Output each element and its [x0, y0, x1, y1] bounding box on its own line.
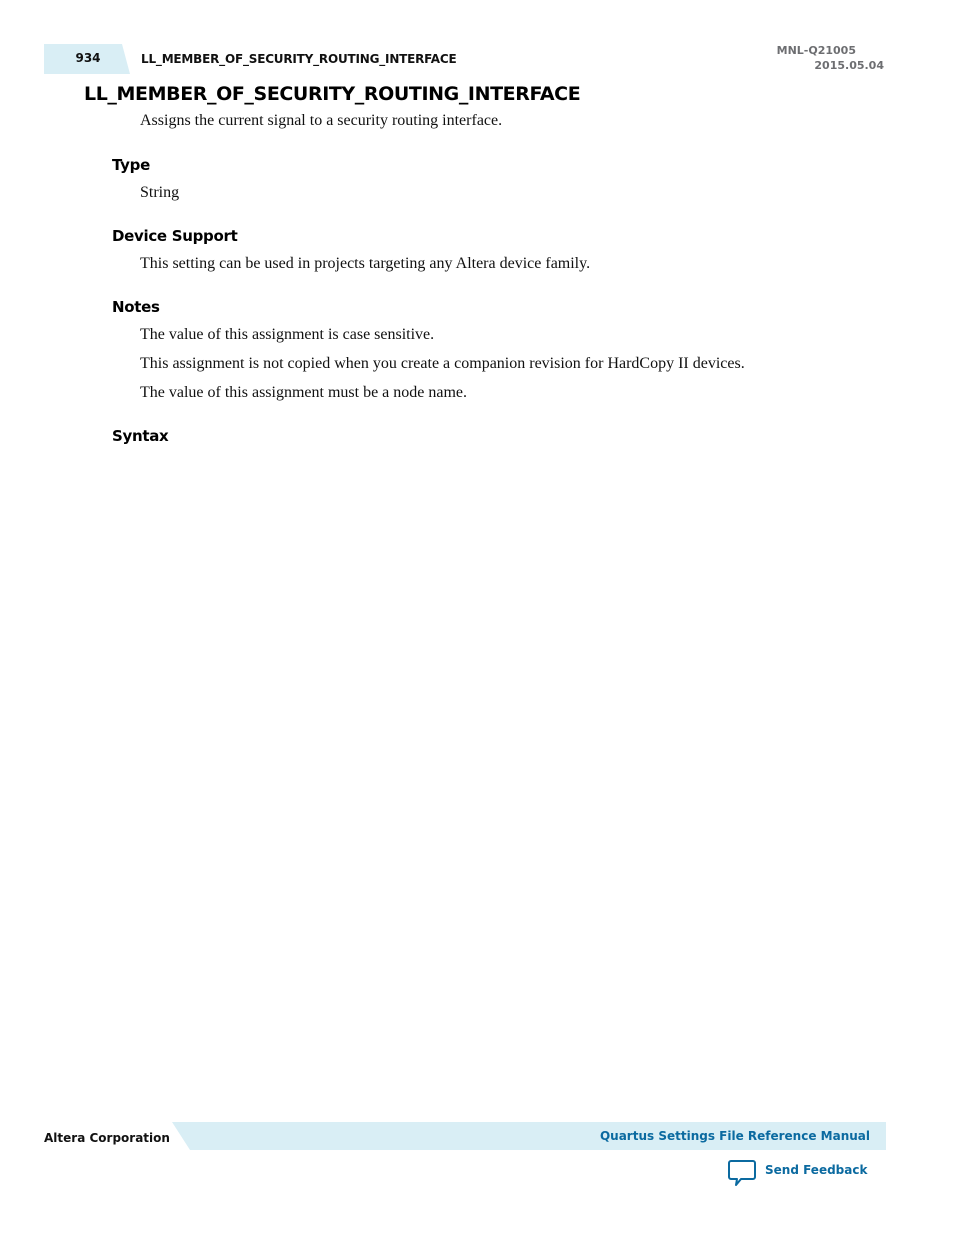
type-value: String — [140, 184, 180, 201]
section-heading-syntax: Syntax — [112, 427, 169, 445]
document-meta — [777, 43, 884, 73]
page-title: LL_MEMBER_OF_SECURITY_ROUTING_INTERFACE — [84, 83, 581, 105]
description: Assigns the current signal to a security routing interface. — [140, 112, 503, 129]
section-heading-device-support: Device Support — [112, 227, 238, 245]
note-item: The value of this assignment is case sensitive. — [140, 326, 435, 343]
note-item: The value of this assignment must be a node name. — [140, 384, 468, 401]
page-number: 934 — [75, 51, 101, 65]
document-date: 2015.05.04 — [814, 59, 884, 72]
running-title: LL_MEMBER_OF_SECURITY_ROUTING_INTERFACE — [141, 52, 457, 66]
note-item: This assignment is not copied when you create a companion revision for HardCopy II devices. — [140, 355, 745, 372]
device-support-text: This setting can be used in projects targeting any Altera device family. — [140, 255, 591, 272]
section-heading-type: Type — [112, 156, 150, 174]
send-feedback-link[interactable] — [727, 1158, 867, 1188]
section-heading-notes: Notes — [112, 298, 160, 316]
send-feedback-label: Send Feedback — [765, 1163, 868, 1177]
footer-company: Altera Corporation — [44, 1131, 170, 1145]
footer-manual-title: Quartus Settings File Reference Manual — [599, 1129, 870, 1143]
document-id: MNL-Q21005 — [776, 44, 856, 57]
speech-bubble-icon — [727, 1158, 757, 1188]
